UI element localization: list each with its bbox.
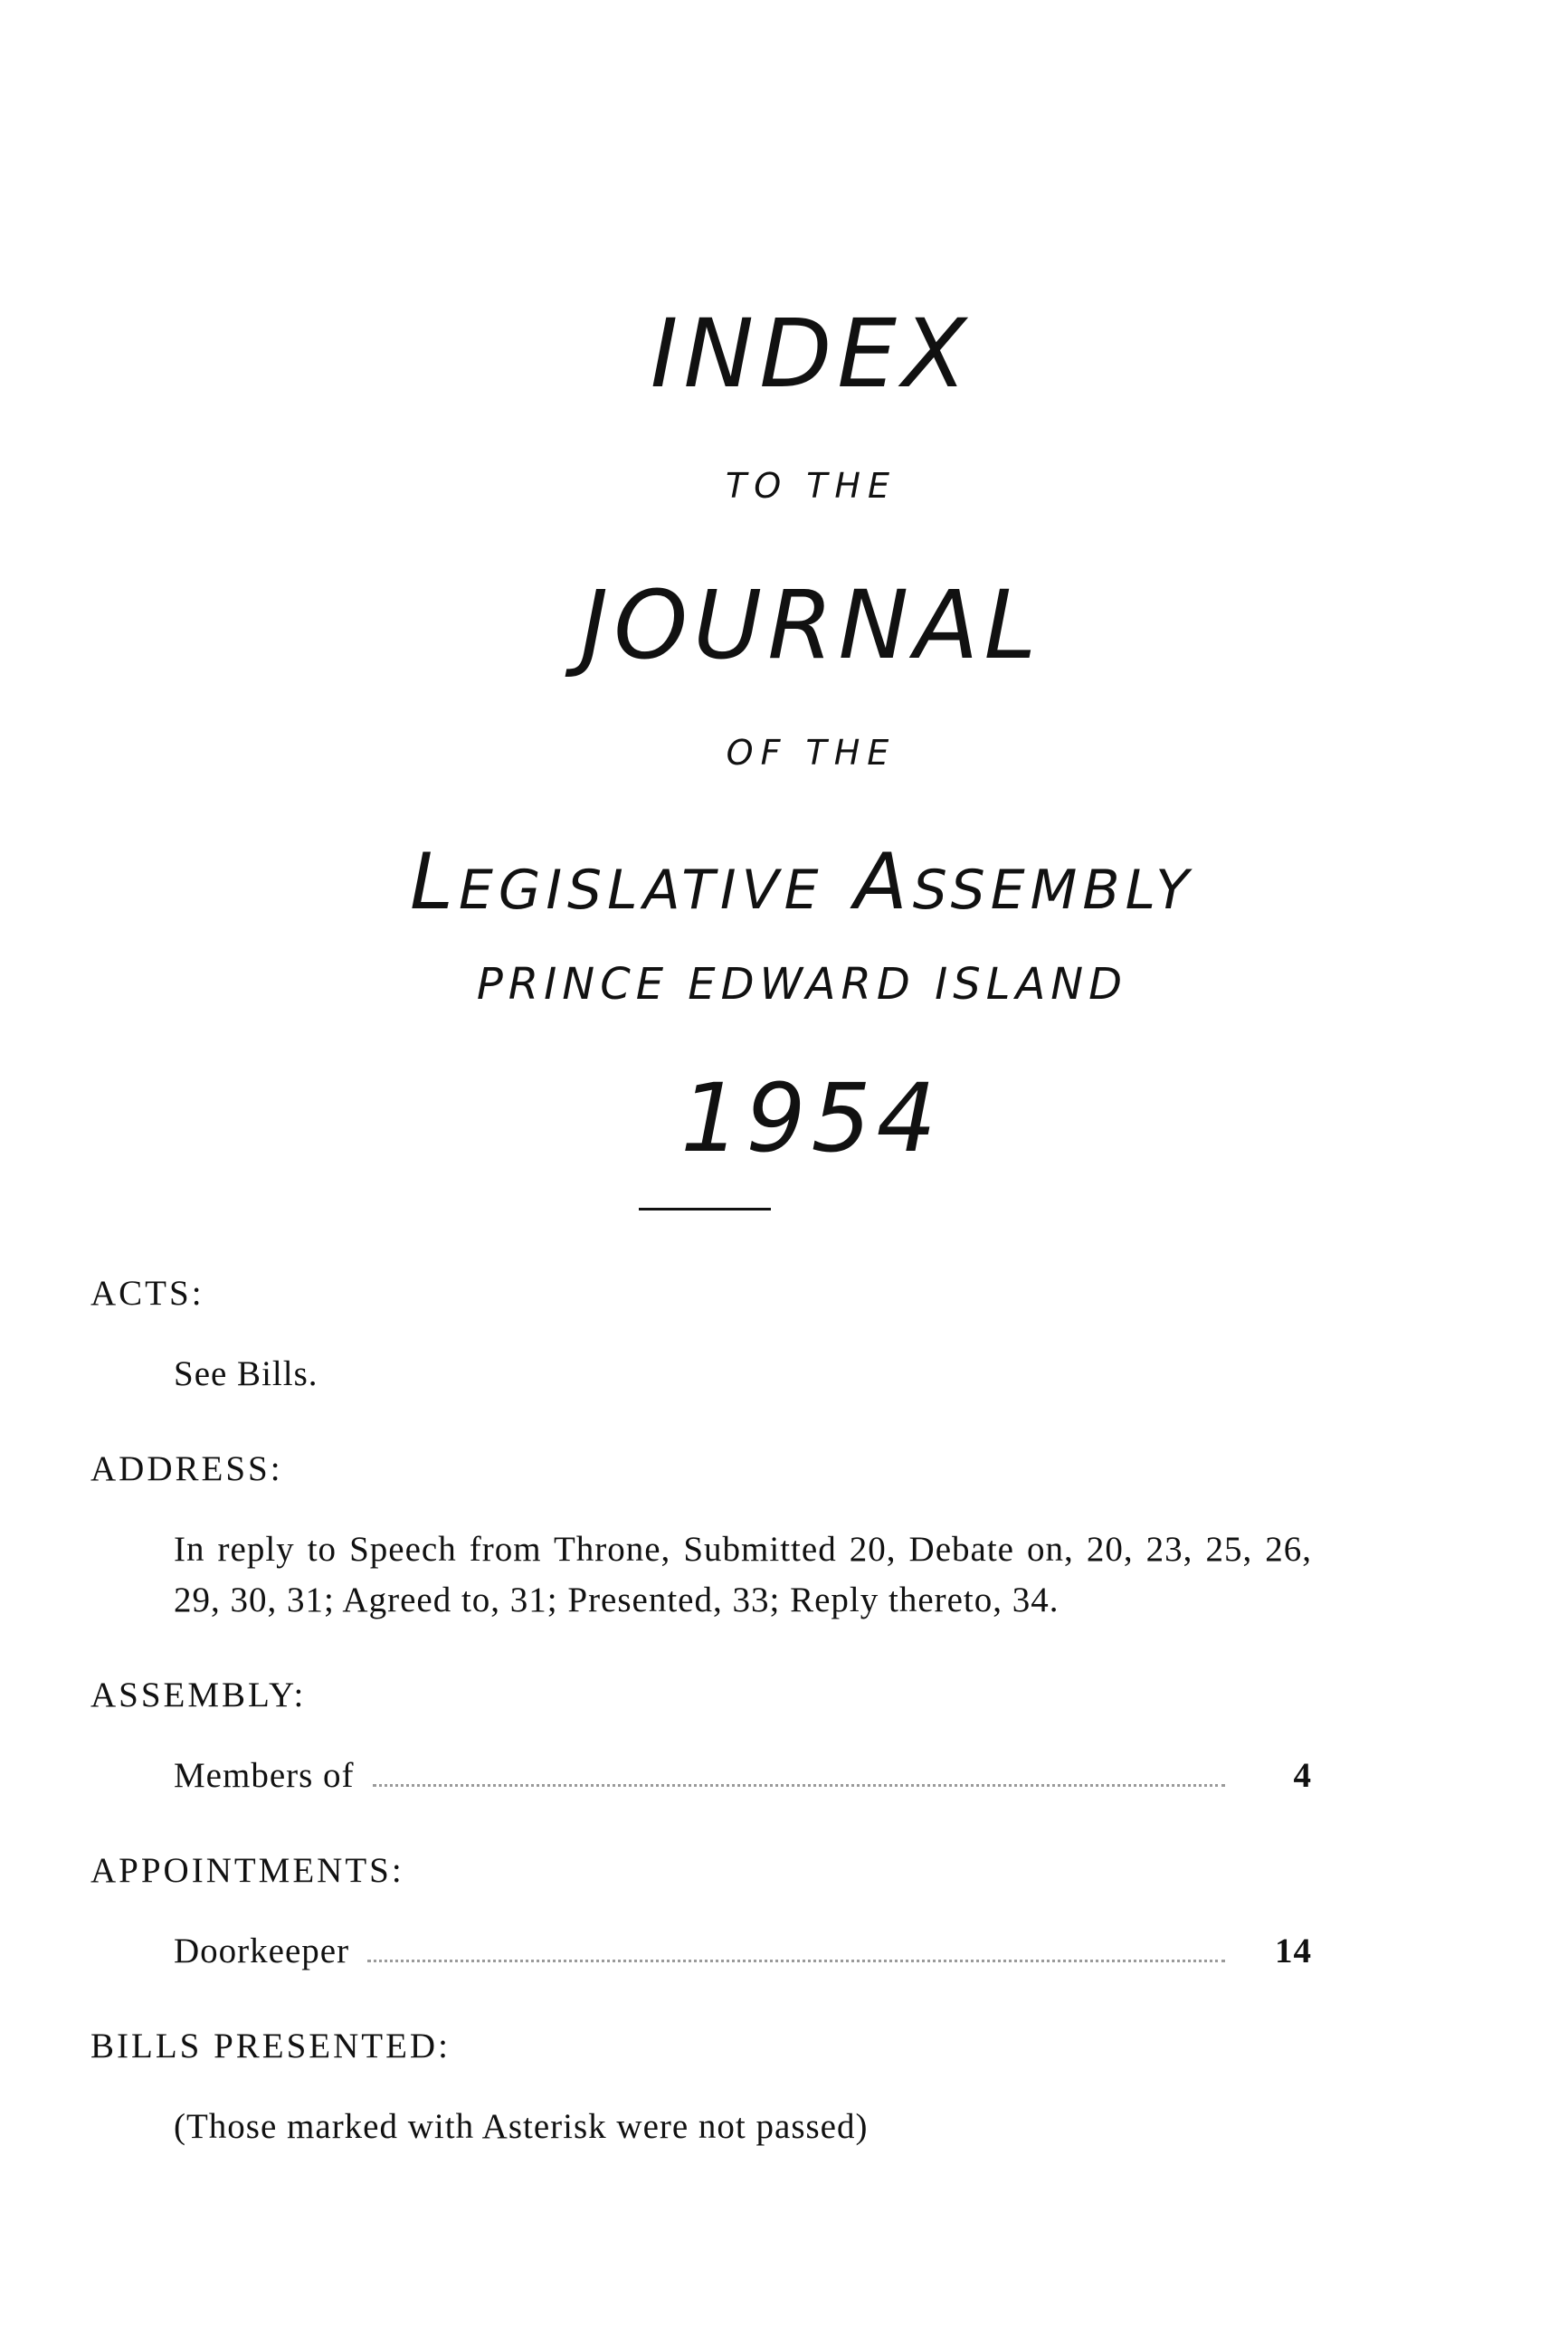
title-index: INDEX (650, 299, 973, 409)
section-acts (90, 1271, 1312, 1400)
entry-page-number: 4 (1293, 1756, 1312, 1795)
section-address (90, 1447, 1312, 1626)
section-heading: ACTS: (90, 1274, 204, 1313)
section-text: (Those marked with Asterisk were not passed) (174, 2107, 869, 2146)
index-entry (174, 1751, 1312, 1801)
title-legislative-assembly: Legislative Assembly (410, 837, 1194, 927)
section-assembly (90, 1673, 1312, 1801)
title-divider (639, 1208, 771, 1210)
section-heading: ASSEMBLY: (90, 1676, 307, 1714)
index-entries (90, 1271, 1312, 2199)
section-heading: ADDRESS: (90, 1449, 283, 1488)
dot-leader (373, 1784, 1225, 1787)
section-appointments (90, 1848, 1312, 1977)
title-province: PRINCE EDWARD ISLAND (476, 959, 1128, 1010)
section-bills (90, 2024, 1312, 2152)
section-text: See Bills. (174, 1354, 318, 1393)
title-of-the: OF THE (726, 733, 897, 773)
entry-label: Doorkeeper (174, 1932, 350, 1970)
section-heading: APPOINTMENTS: (90, 1851, 404, 1890)
title-to-the: TO THE (726, 466, 897, 506)
index-entry (174, 1926, 1312, 1977)
title-year: 1954 (680, 1063, 942, 1173)
title-journal: JOURNAL (580, 570, 1042, 680)
entry-label: Members of (174, 1756, 355, 1795)
section-text: In reply to Speech from Throne, Submitted 20, Debate on, 20, 23, 25, 26, 29, 30, 31; Agreed to, 31; Presented, 33; Reply thereto, 34. (174, 1530, 1312, 1619)
dot-leader (367, 1960, 1225, 1962)
entry-page-number: 14 (1275, 1932, 1312, 1970)
section-heading: BILLS PRESENTED: (90, 2027, 451, 2065)
